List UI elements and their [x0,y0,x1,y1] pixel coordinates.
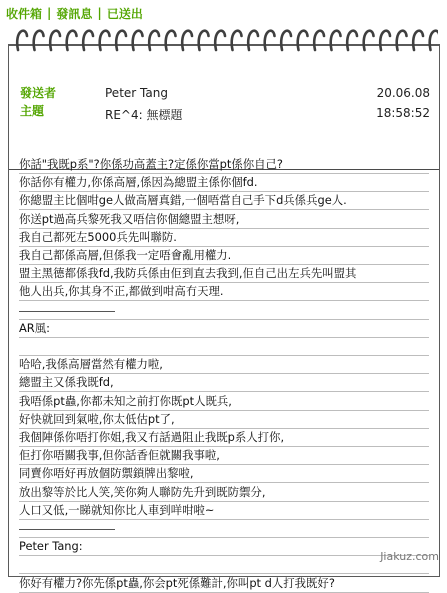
sender-name[interactable]: Peter Tang [105,86,168,100]
ring-icon [34,31,44,50]
body-line-text: 我唔係pt蟲,你都未知之前打你既pt人既兵, [19,393,232,408]
ring-icon [166,31,176,50]
quote-separator [19,529,115,530]
quote-separator [19,311,115,312]
body-line [19,484,429,502]
subject-text: RE^4: 無標題 [105,108,183,122]
ring-icon [199,31,209,50]
body-line-text: 你話"我既p系"?你係功高蓋主?定係你當pt係你自己? [19,157,283,171]
message-date: 20.06.08 [376,86,430,100]
body-line [19,411,429,429]
ring-icon [116,31,126,50]
body-line [19,393,429,411]
message-time: 18:58:52 [376,106,430,120]
body-line-text: 你送pt過高兵黎死我又唔信你個總盟主想呀, [19,211,240,226]
tab-sent[interactable]: 已送出 [106,6,143,21]
ring-icon [232,31,242,50]
body-line-text: 我個陣係你唔打你姐,我又冇話過阻止我既p系人打你, [19,430,285,444]
body-line [19,356,429,374]
ring-icon [50,31,60,50]
subject-label: 主題 [20,104,45,118]
ring-icon [413,31,423,50]
ring-icon [215,31,225,50]
ring-icon [314,31,324,50]
ring-icon [397,31,407,50]
body-line-text: 人口又低,一睇就知你比人車到咩咁啦~ [19,502,215,517]
ring-icon [347,31,357,50]
ring-icon [149,31,159,50]
ring-icon [17,31,27,50]
ring-icon [83,31,93,50]
body-line-text: 我自己都死左5000兵先叫聯防. [19,229,177,244]
tab-separator: | [47,6,52,20]
body-line-text: Peter Tang: [19,539,83,554]
body-line-text: 哈哈,我係高層當然有權力啦, [19,357,163,372]
tab-inbox[interactable]: 收件箱 [6,6,43,21]
body-line [19,320,429,338]
body-line [19,575,429,593]
body-line-text: 總盟主又係我既fd, [19,375,114,390]
ring-icon [265,31,275,50]
ring-icon [298,31,308,50]
ring-icon [67,31,77,50]
ring-icon [133,31,143,50]
sender-label: 發送者 [20,86,57,100]
body-line [19,502,429,520]
body-line [19,283,429,301]
body-line [19,247,429,265]
watermark: Jiakuz.com [380,550,439,563]
ring-icon [281,31,291,50]
body-line [19,447,429,465]
body-line-text: 你總盟主比個咁ge人做高層真錯,一個唔當自己手下d兵係兵ge人. [19,193,347,208]
body-line [19,192,429,210]
body-line [19,211,429,229]
ring-icon [364,31,374,50]
body-line [19,538,429,556]
body-line-text: 好快就回到氣啦,你太低估pt了, [19,411,175,426]
body-line-text: 你好有權力?你先係pt蟲,你会pt死係難計,你叫pt d人打我既好? [19,575,335,590]
body-line-text: 我自己都係高層,但係我一定唔會亂用權力. [19,248,232,262]
body-line [19,556,429,574]
ring-icon [331,31,341,50]
ring-icon [430,31,438,50]
message-notepad [8,44,440,590]
body-line-text: 佢打你唔關我事,但你話香佢就關我事啦, [19,448,220,463]
body-line [19,338,429,356]
body-line-text: 盟主黑德都係我fd,我防兵係由佢到直去我到,佢自己出左兵先叫盟其 [19,266,357,281]
tab-separator: | [97,6,102,20]
ring-icon [182,31,192,50]
body-line [19,429,429,447]
body-line-text: 他人出兵,你其身不正,都做到咁高冇天理. [19,284,224,299]
mail-tabs [6,4,143,22]
tab-compose[interactable]: 發訊息 [56,6,93,21]
body-line-text: 同賣你唔好再放個防禦鎖牌出黎啦, [19,466,194,481]
body-line [19,229,429,247]
body-line [19,156,429,174]
spiral-binding [8,26,438,54]
body-line-text: 你話你有權力,你係高層,係因為總盟主係你個fd. [19,175,258,190]
body-line-text: 放出黎等於比人笑,笑你夠人聯防先升到既防禦分, [19,484,266,499]
body-line-text: AR風: [19,320,50,335]
ring-icon [100,31,110,50]
body-line [19,174,429,192]
ring-icon [380,31,390,50]
body-line [19,265,429,283]
body-line [19,465,429,483]
ring-icon [248,31,258,50]
body-line [19,374,429,392]
